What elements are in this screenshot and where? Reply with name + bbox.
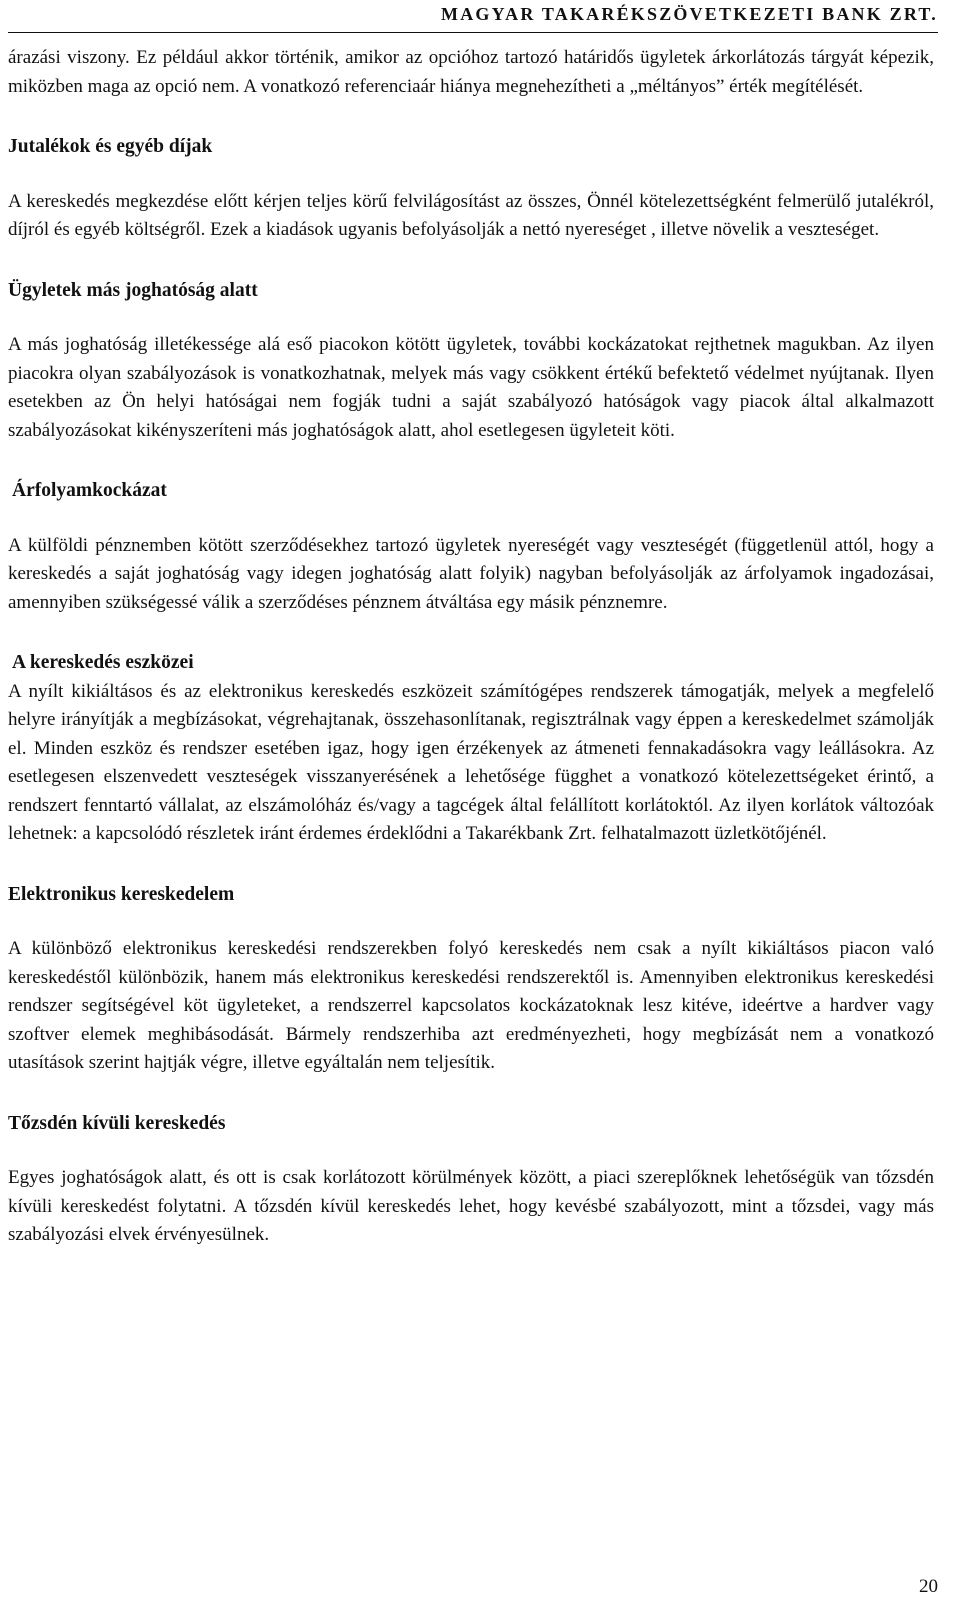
paragraph-continuation: árazási viszony. Ez például akkor történik, amikor az opcióhoz tartozó határidős ügyletek árkorlátozás tárgyát képezik, miközben maga az opció nem. A vonatkozó referenciaár hiánya megnehezítheti a „méltányos” érték megítélését. [8,47,934,97]
page-number: 20 [919,1576,938,1597]
heading-elektronikus-kereskedelem: Elektronikus kereskedelem [8,883,235,905]
document-body [8,44,934,1250]
heading-kereskedes-eszkozei: A kereskedés eszközei [12,652,194,673]
page-header [0,4,938,25]
heading-arfolyamkockazat: Árfolyamkockázat [12,480,167,501]
paragraph-ugyletek-mas-joghatosag: A más joghatóság illetékessége alá eső piacokon kötött ügyletek, további kockázatokat rejthetnek magukban. Az ilyen piacokra olyan szabályozások is vonatkozhatnak, melyek más vagy csökkent értékű befektető védelmet nyújtanak. Ilyen esetekben az Ön helyi hatóságai nem fogják tudni a saját szabályozó hatóságok vagy piacok által alkalmazott szabályozásokat kikényszeríteni más joghatóságok alatt, ahol esetlegesen ügyleteit köti. [8,334,934,441]
paragraph-tozsden-kivuli: Egyes joghatóságok alatt, és ott is csak korlátozott körülmények között, a piaci szereplőknek lehetőségük van tőzsdén kívüli kereskedést folytatni. A tőzsdén kívül kereskedés lehet, hogy kevésbé szabályozott, mint a tőzsdei, vagy más szabályozási elvek érvényesülnek. [8,1167,934,1245]
paragraph-kereskedes-eszkozei: A nyílt kikiáltásos és az elektronikus kereskedés eszközeit számítógépes rendszerek támogatják, melyek a megfelelő helyre irányítják a megbízásokat, végrehajtanak, összehasonlítanak, regisztrálnak vagy éppen a kereskedelmet számolják el. Minden eszköz és rendszer esetében igaz, hogy igen érzékenyek az átmeneti fennakadásokra vagy leállásokra. Az esetlegesen elszenvedett veszteségek visszanyerésének a lehetősége függhet a vonatkozó kötelezettségeket érintő, a rendszert fenntartó vállalat, az elszámolóház és/vagy a tagcégek által felállított korlátoktól. Az ilyen korlátok változóak lehetnek: a kapcsolódó részletek iránt érdemes érdeklődni a Takarékbank Zrt. felhatalmazott üzletkötőjénél. [8,680,934,844]
paragraph-jutalekok: A kereskedés megkezdése előtt kérjen teljes körű felvilágosítást az összes, Önnél kötelezettségként felmerülő jutalékról, díjról és egyéb költségről. Ezek a kiadások ugyanis befolyásolják a nettó nyereséget , illetve növelik a veszteséget. [8,190,934,240]
header-divider [8,32,938,33]
paragraph-arfolyamkockazat: A külföldi pénznemben kötött szerződésekhez tartozó ügyletek nyereségét vagy veszteségét (függetlenül attól, hogy a kereskedés a saját joghatóság vagy idegen joghatóság alatt folyik) nagyban befolyásolják az árfolyamok ingadozásai, amennyiben szükségessé válik a szerződéses pénznem átváltása egy másik pénznemre. [8,534,934,613]
paragraph-elektronikus-kereskedelem: A különböző elektronikus kereskedési rendszerekben folyó kereskedés nem csak a nyílt kikiáltásos piacon való kereskedéstől különbözik, hanem más elektronikus kereskedési rendszerektől is. Amennyiben elektronikus kereskedési rendszer segítségével köt ügyleteket, a rendszerrel kapcsolatos kockázatoknak lesz kitéve, ideértve a hardver vagy szoftver elemek meghibásodását. Bármely rendszerhiba azt eredményezheti, hogy megbízását nem a vonatkozó utasítások szerint hajtják végre, illetve egyáltalán nem teljesítik. [8,938,934,1073]
heading-ugyletek-mas-joghatosag: Ügyletek más joghatóság alatt [8,279,258,301]
heading-tozsden-kivuli: Tőzsdén kívüli kereskedés [8,1112,226,1134]
header-title: MAGYAR TAKARÉKSZÖVETKEZETI BANK ZRT. [441,4,938,24]
heading-jutalekok: Jutalékok és egyéb díjak [8,136,213,157]
